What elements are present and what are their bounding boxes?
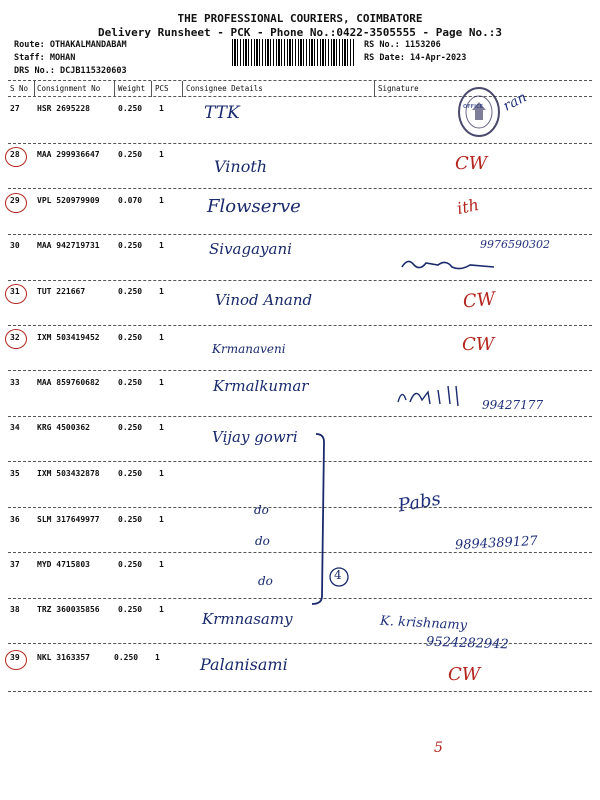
row-pcs: 1 (159, 333, 164, 342)
row-pcs: 1 (159, 560, 164, 569)
table-row (0, 150, 600, 196)
row-divider (8, 691, 592, 692)
row-sno: 34 (10, 423, 20, 432)
row-consignment: MYD 4715803 (37, 560, 90, 569)
header-top-divider (8, 80, 592, 81)
column-separator (374, 81, 375, 97)
signature-red: ith (455, 194, 481, 219)
row-pcs: 1 (159, 241, 164, 250)
row-pcs: 1 (159, 605, 164, 614)
row-pcs: 1 (159, 287, 164, 296)
row-sno: 33 (10, 378, 20, 387)
red-circle-mark (5, 329, 27, 349)
row-consignment: IXM 503432878 (37, 469, 100, 478)
row-consignment: TUT 221667 (37, 287, 86, 296)
office-stamp-icon (455, 82, 503, 142)
consignee-handwriting: TTK (204, 103, 240, 123)
row-sno: 38 (10, 605, 20, 614)
row-pcs: 1 (159, 423, 164, 432)
red-circle-mark (5, 193, 27, 213)
row-divider (8, 188, 592, 189)
consignee-handwriting: Palanisami (200, 655, 288, 674)
col-header-consignment: Consignment No (37, 84, 101, 93)
row-weight: 0.250 (114, 653, 139, 662)
consignee-handwriting: Vinod Anand (215, 291, 313, 309)
row-weight: 0.250 (118, 423, 143, 432)
signature-scribble-icon (398, 253, 498, 277)
row-sno: 39 (10, 653, 20, 662)
row-pcs: 1 (159, 104, 164, 113)
group-count: 4 (334, 568, 342, 582)
signature-phone: 9524282942 (425, 634, 509, 653)
row-divider (8, 280, 592, 281)
row-pcs: 1 (159, 378, 164, 387)
col-header-signature: Signature (378, 84, 419, 93)
row-sno: 28 (10, 150, 20, 159)
row-weight: 0.250 (118, 104, 143, 113)
col-header-sno: S No (10, 84, 29, 93)
row-pcs: 1 (159, 196, 164, 205)
row-weight: 0.250 (118, 241, 143, 250)
consignee-handwriting: do (254, 503, 269, 517)
barcode-image (232, 39, 354, 66)
signature-red: CW (461, 288, 497, 313)
signature-red: CW (462, 334, 495, 355)
row-sno: 30 (10, 241, 20, 250)
row-weight: 0.250 (118, 560, 143, 569)
row-consignment: MAA 299936647 (37, 150, 100, 159)
signature-handwriting: ran (500, 89, 530, 115)
signature-phone: 9976590302 (480, 238, 550, 251)
row-pcs: 1 (155, 653, 160, 662)
signature-handwriting: K. krishnamy (379, 613, 468, 634)
staff-label: Staff: MOHAN (14, 53, 76, 63)
ditto-mark: do (255, 534, 270, 548)
row-sno: 29 (10, 196, 20, 205)
row-consignment: TRZ 360035856 (37, 605, 100, 614)
signature-red: CW (455, 153, 488, 174)
red-circle-mark (5, 147, 27, 167)
row-weight: 0.250 (118, 515, 143, 524)
header-bottom-divider (8, 96, 592, 97)
row-consignment: NKL 3163357 (37, 653, 90, 662)
column-separator (34, 81, 35, 97)
row-sno: 27 (10, 104, 20, 113)
row-weight: 0.250 (118, 150, 143, 159)
rs-number: RS No.: 1153206 (364, 40, 441, 50)
row-divider (8, 370, 592, 371)
runsheet-subtitle: Delivery Runsheet - PCK - Phone No.:0422-3505555 - Page No.:3 (98, 26, 502, 39)
row-divider (8, 325, 592, 326)
row-sno: 32 (10, 333, 20, 342)
row-sno: 37 (10, 560, 20, 569)
row-consignment: IXM 503419452 (37, 333, 100, 342)
row-weight: 0.250 (118, 287, 143, 296)
row-weight: 0.250 (118, 378, 143, 387)
rs-date: RS Date: 14-Apr-2023 (364, 53, 467, 63)
column-separator (151, 81, 152, 97)
row-pcs: 1 (159, 469, 164, 478)
table-row (0, 333, 600, 379)
table-row (0, 605, 600, 651)
row-consignment: KRG 4500362 (37, 423, 90, 432)
consignee-handwriting: Krmalkumar (213, 377, 309, 395)
row-consignment: MAA 859760682 (37, 378, 100, 387)
consignee-handwriting: Krmanaveni (212, 342, 286, 356)
column-separator (182, 81, 183, 97)
col-header-weight: Weight (118, 84, 146, 93)
signature-phone: 99427177 (482, 398, 544, 412)
row-sno: 31 (10, 287, 20, 296)
row-weight: 0.070 (118, 196, 143, 205)
col-header-pcs: PCS (155, 84, 169, 93)
consignee-handwriting: Flowserve (207, 196, 301, 217)
row-weight: 0.250 (118, 605, 143, 614)
footer-mark: 5 (434, 740, 443, 756)
route-label: Route: OTHAKALMANDABAM (14, 40, 127, 50)
signature-scribble-icon (394, 382, 484, 410)
signature-phone: 9894389127 (454, 533, 539, 554)
row-pcs: 1 (159, 515, 164, 524)
row-divider (8, 143, 592, 144)
consignee-handwriting: Vinoth (214, 157, 268, 176)
row-divider (8, 416, 592, 417)
red-circle-mark (5, 284, 27, 304)
consignee-handwriting: do (258, 574, 273, 588)
red-circle-mark (5, 650, 27, 670)
row-divider (8, 234, 592, 235)
stamp-text: OFFICE (463, 104, 484, 110)
row-sno: 36 (10, 515, 20, 524)
column-separator (114, 81, 115, 97)
row-consignment: MAA 942719731 (37, 241, 100, 250)
signature-handwriting: Pabs (396, 488, 443, 517)
row-consignment: VPL 520979909 (37, 196, 100, 205)
signature-red: CW (448, 664, 481, 685)
company-title: THE PROFESSIONAL COURIERS, COIMBATORE (177, 12, 423, 25)
row-pcs: 1 (159, 150, 164, 159)
consignee-handwriting: Vijay gowri (212, 428, 298, 446)
col-header-consignee: Consignee Details (186, 84, 263, 93)
row-consignment: HSR 2695228 (37, 104, 90, 113)
table-row (0, 653, 600, 699)
row-sno: 35 (10, 469, 20, 478)
consignee-handwriting: Krmnasamy (202, 610, 293, 628)
row-weight: 0.250 (118, 333, 143, 342)
row-weight: 0.250 (118, 469, 143, 478)
consignee-handwriting: Sivagayani (209, 240, 292, 258)
drs-number: DRS No.: DCJB115320603 (14, 66, 127, 76)
row-consignment: SLM 317649977 (37, 515, 100, 524)
